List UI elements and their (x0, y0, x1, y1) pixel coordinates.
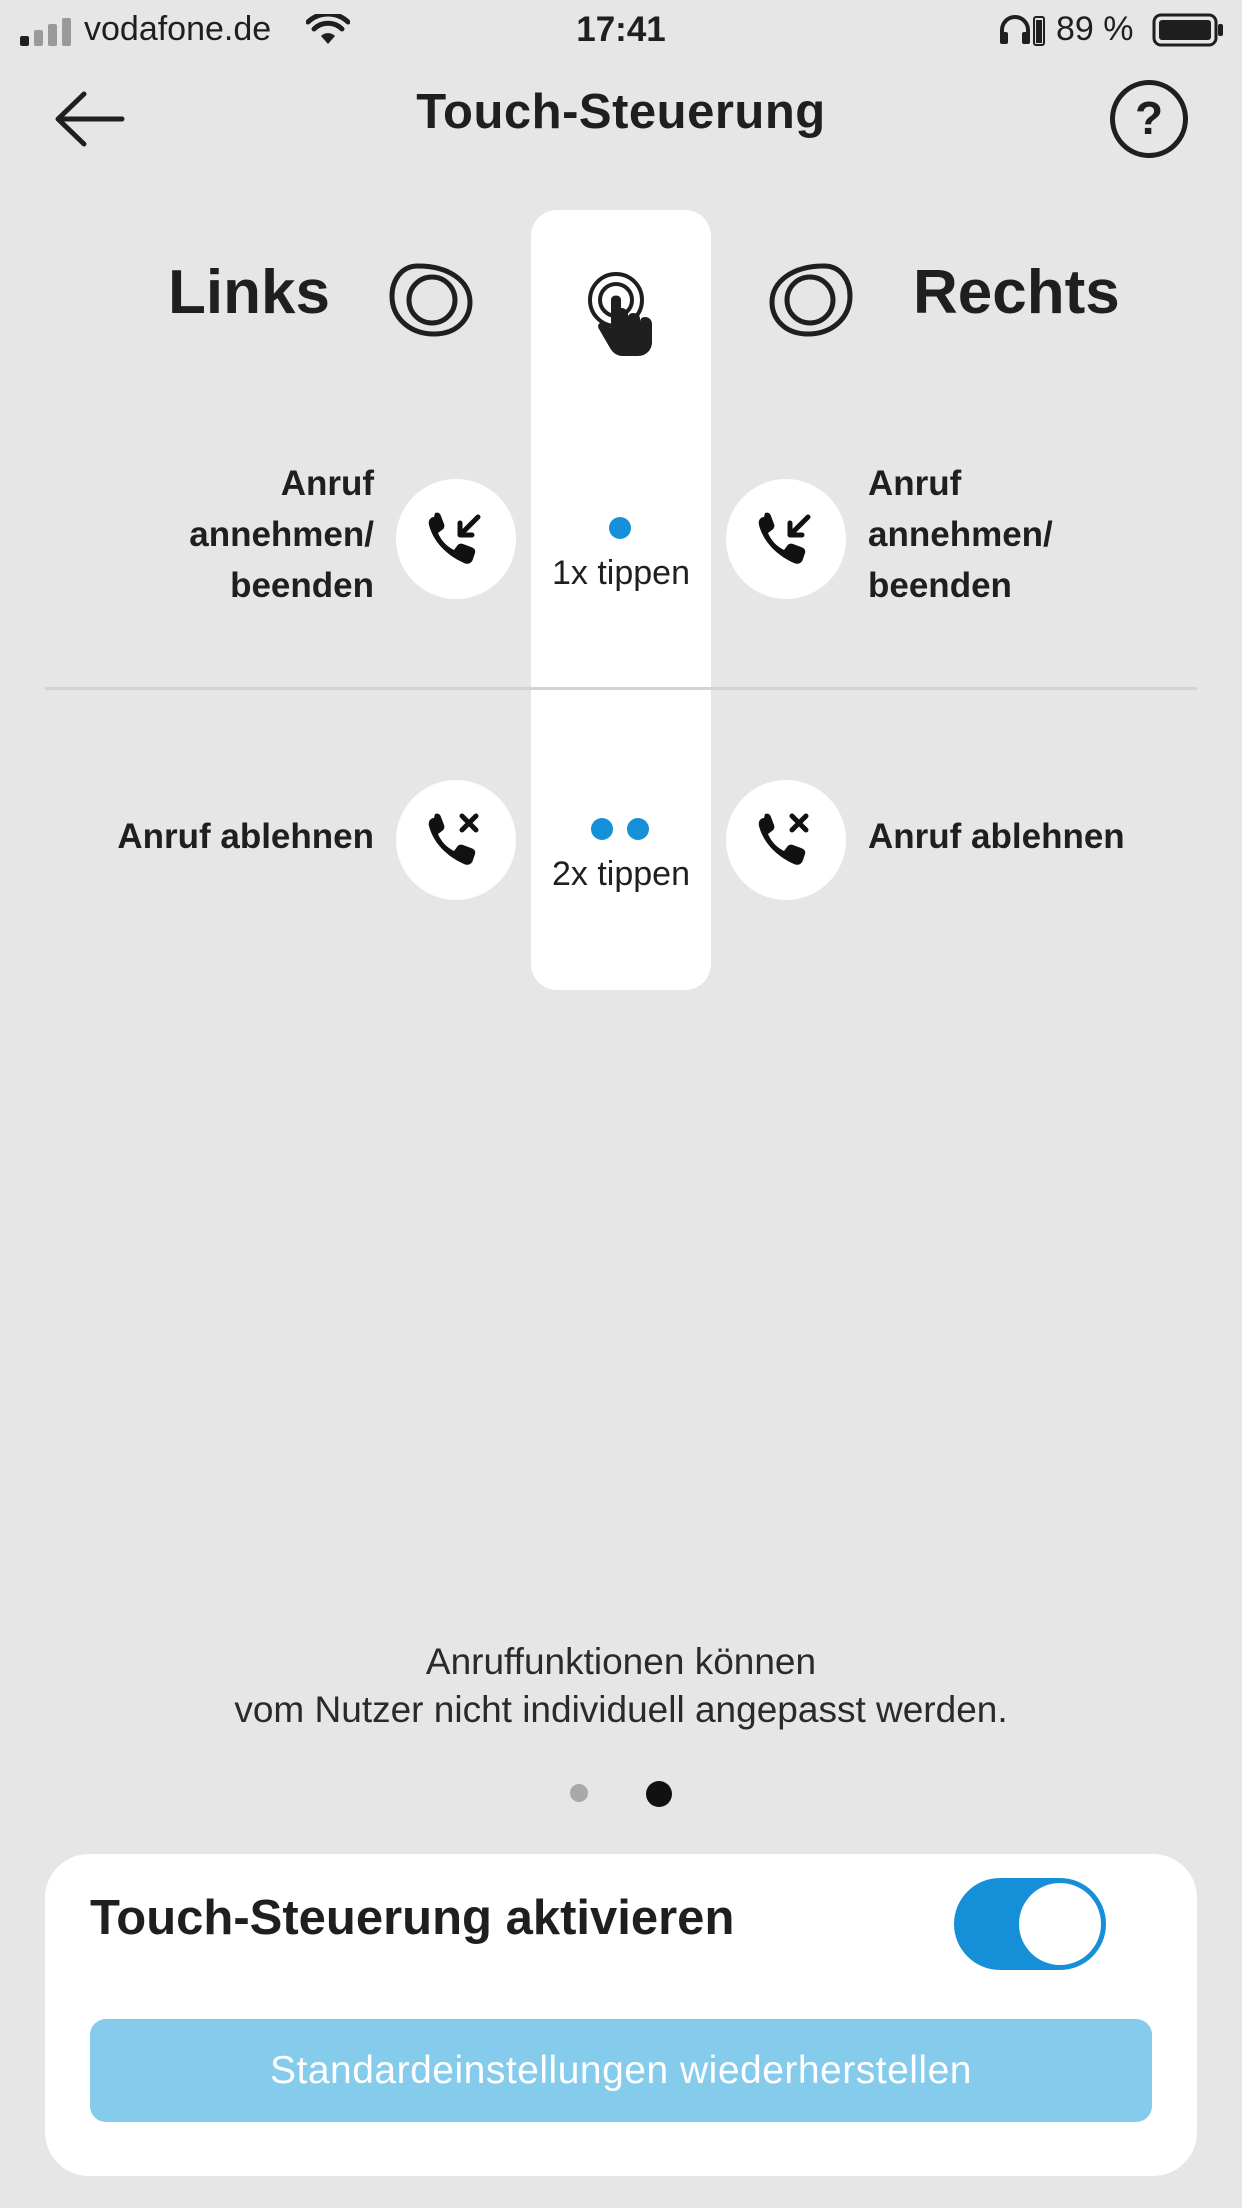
right-answer-call-button[interactable] (726, 479, 846, 599)
action-label-line: Anruf (868, 464, 962, 503)
touch-control-toggle-label: Touch-Steuerung aktivieren (90, 1891, 735, 1945)
double-tap-label: 2x tippen (552, 855, 690, 893)
right-earbud-icon (768, 260, 854, 340)
left-decline-call-button[interactable] (396, 780, 516, 900)
single-tap-dot (609, 517, 631, 539)
left-answer-call-button[interactable] (396, 479, 516, 599)
page-indicator-1[interactable] (570, 1784, 588, 1802)
battery-icon (1152, 13, 1224, 47)
decline-call-icon (396, 780, 516, 900)
help-button[interactable]: ? (1110, 80, 1188, 158)
status-time: 17:41 (576, 10, 666, 49)
action-label-line: annehmen/ (868, 515, 1053, 554)
status-bar (0, 0, 1242, 60)
touch-control-toggle[interactable] (954, 1878, 1106, 1970)
headphones-icon (998, 14, 1032, 46)
headphone-battery-icon (1033, 14, 1045, 46)
page-indicator-2[interactable] (646, 1781, 672, 1807)
info-line: vom Nutzer nicht individuell angepasst werden. (234, 1689, 1008, 1730)
touch-gesture-icon (586, 270, 658, 358)
info-line: Anruffunktionen können (425, 1641, 817, 1682)
action-label-line: beenden (230, 566, 374, 605)
right-double-tap-action: Anruf ablehnen (868, 817, 1125, 856)
right-decline-call-button[interactable] (726, 780, 846, 900)
left-side-title: Links (168, 258, 330, 327)
left-earbud-icon (388, 260, 474, 340)
answer-call-icon (726, 479, 846, 599)
decline-call-icon (726, 780, 846, 900)
left-single-tap-action (90, 458, 374, 611)
restore-defaults-button[interactable]: Standardeinstellungen wiederherstellen (90, 2019, 1152, 2122)
battery-percent: 89 % (1056, 10, 1134, 48)
right-single-tap-action (868, 458, 1168, 611)
single-tap-label: 1x tippen (552, 554, 690, 592)
carrier-name: vodafone.de (84, 10, 272, 48)
double-tap-dot-1 (591, 818, 613, 840)
left-double-tap-action: Anruf ablehnen (117, 817, 374, 856)
info-text (0, 1638, 1242, 1734)
action-label-line: beenden (868, 566, 1012, 605)
page-title: Touch-Steuerung (416, 85, 826, 139)
action-label-line: Anruf (280, 464, 374, 503)
row-divider (45, 687, 1197, 690)
action-label-line: annehmen/ (189, 515, 374, 554)
double-tap-dot-2 (627, 818, 649, 840)
answer-call-icon (396, 479, 516, 599)
right-side-title: Rechts (913, 258, 1120, 327)
toggle-knob (1019, 1883, 1101, 1965)
